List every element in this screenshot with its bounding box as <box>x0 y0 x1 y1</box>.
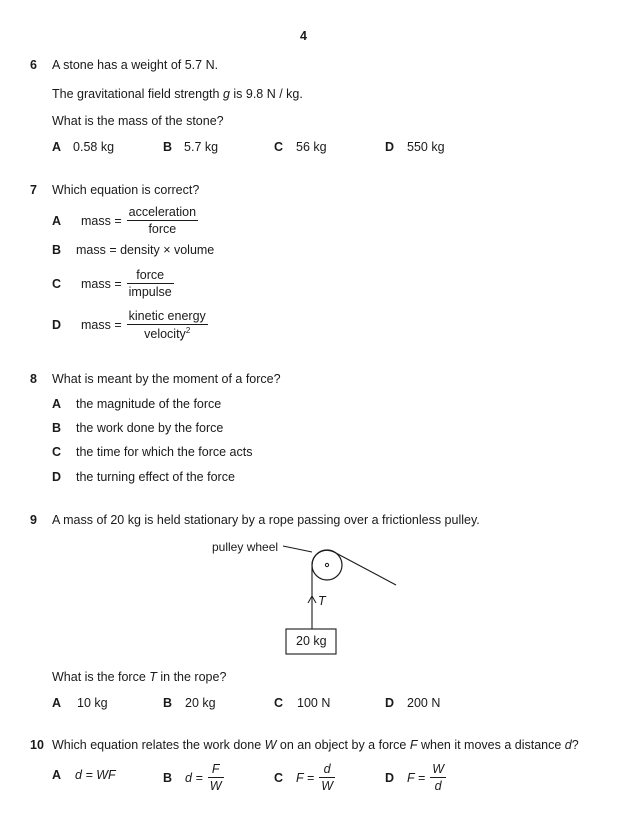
fraction: $\frac{W}{d}$ <box>432 762 445 794</box>
option-d[interactable]: D 550 kg <box>385 140 445 154</box>
question-prompt: What is the mass of the stone? <box>52 114 224 128</box>
option-c[interactable]: C F = $\frac{d}{W}$ <box>274 762 334 794</box>
option-c[interactable]: C 56 kg <box>274 140 327 154</box>
mass-label: 20 kg <box>296 634 327 648</box>
option-c[interactable]: C 100 N <box>274 696 331 710</box>
option-a[interactable]: A mass = $\frac{\text{acceleration}}{\text{force}}$ <box>52 205 197 237</box>
question-prompt: Which equation relates the work done W on an object by a force F when it moves a distance d? <box>52 738 579 752</box>
option-d[interactable]: D the turning effect of the force <box>52 470 235 484</box>
question-number: 9 <box>30 513 37 527</box>
page-number: 4 <box>300 29 307 43</box>
label-leader-line <box>283 546 312 552</box>
option-a[interactable]: A 10 kg <box>52 696 108 710</box>
option-b[interactable]: B the work done by the force <box>52 421 224 435</box>
fraction: $\frac{d}{W}$ <box>321 762 334 794</box>
option-b[interactable]: B d = $\frac{F}{W}$ <box>163 762 222 794</box>
question-text: The gravitational field strength g is 9.8 N / kg. <box>52 87 303 101</box>
question-prompt: Which equation is correct? <box>52 183 200 197</box>
option-d[interactable]: D 200 N <box>385 696 441 710</box>
question-number: 8 <box>30 372 37 386</box>
option-d[interactable]: D mass = $\frac{\text{kinetic energy}}{velocity^2}$ <box>52 309 206 342</box>
option-b[interactable]: B 5.7 kg <box>163 140 219 154</box>
tension-label: T <box>318 594 326 608</box>
fraction: $\frac{\text{acceleration}}{\text{force}}$ <box>128 205 197 237</box>
question-number: 6 <box>30 58 37 72</box>
option-a[interactable]: A 0.58 kg <box>52 140 115 154</box>
question-prompt: What is the force T in the rope? <box>52 670 227 684</box>
question-number: 7 <box>30 183 37 197</box>
question-prompt: What is meant by the moment of a force? <box>52 372 281 386</box>
question-number: 10 <box>30 738 44 752</box>
fraction: $\frac{\text{kinetic energy}}{velocity^2}$ <box>128 309 206 342</box>
option-b[interactable]: B 20 kg <box>163 696 216 710</box>
option-d[interactable]: D F = $\frac{W}{d}$ <box>385 762 445 794</box>
option-b[interactable]: B mass = density × volume <box>52 243 215 257</box>
question-text: A mass of 20 kg is held stationary by a rope passing over a frictionless pulley. <box>52 513 480 527</box>
fraction: $\frac{\text{force}}{\text{impulse}}$ <box>128 268 172 300</box>
question-text: A stone has a weight of 5.7 N. <box>52 58 219 72</box>
pulley-wheel-label: pulley wheel <box>212 540 279 554</box>
option-a[interactable]: A the magnitude of the force <box>52 397 222 411</box>
option-c[interactable]: C the time for which the force acts <box>52 445 253 459</box>
option-c[interactable]: C mass = $\frac{\text{force}}{\text{impulse}}$ <box>52 268 172 300</box>
option-a[interactable]: A d = WF <box>52 768 116 782</box>
fraction: $\frac{F}{W}$ <box>209 762 222 794</box>
rope-diagonal <box>334 552 396 585</box>
